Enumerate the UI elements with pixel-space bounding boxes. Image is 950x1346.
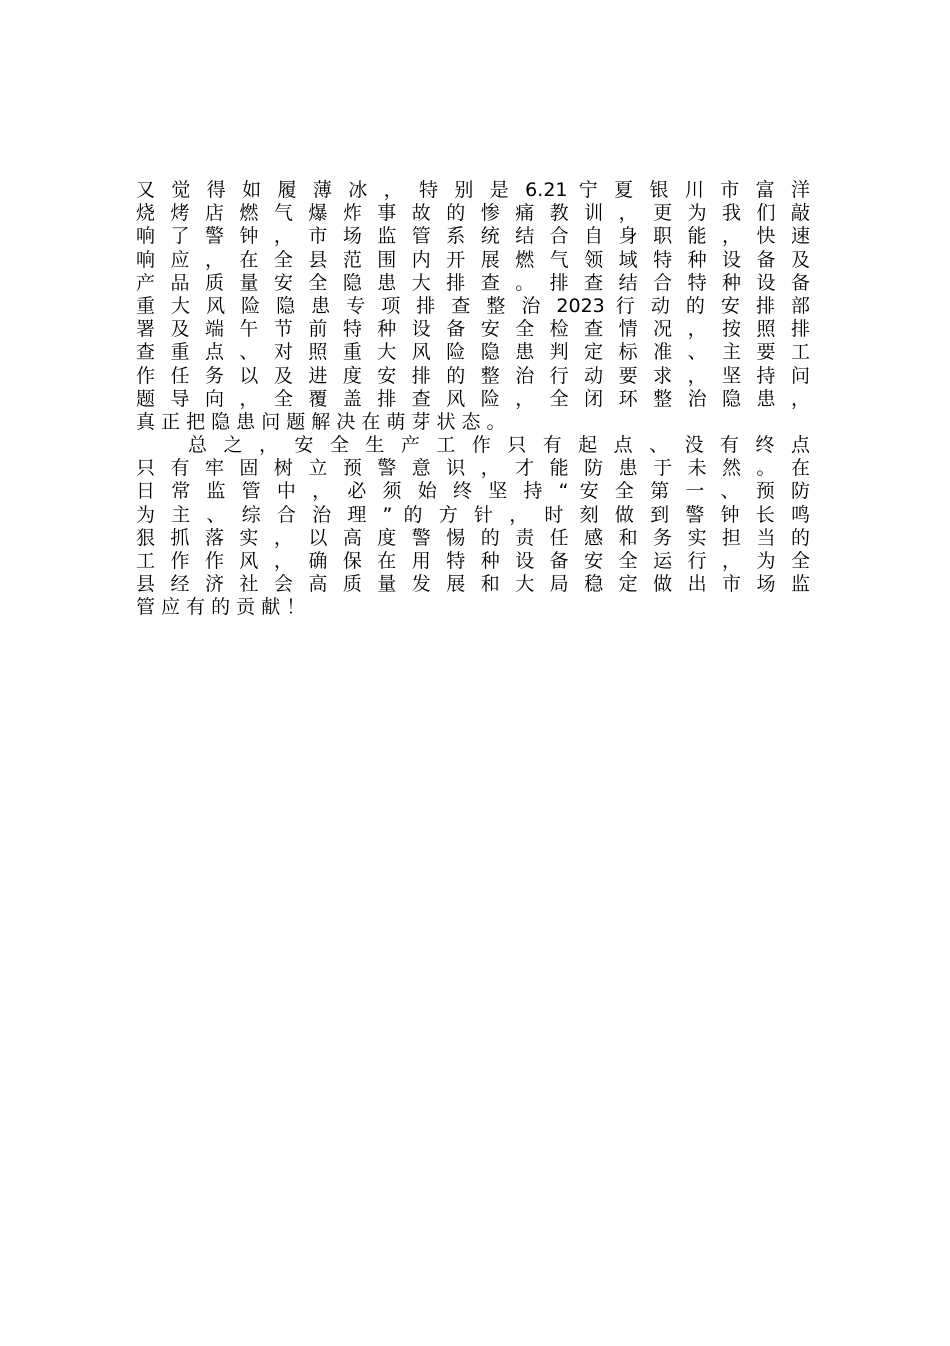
text-line: 作 任 务 以 及 进 度 安 排 的 整 治 行 动 要 求 ， 坚 持 问 — [136, 364, 810, 387]
body-text — [136, 179, 810, 620]
text-line: 狠 抓 落 实 ， 以 高 度 警 惕 的 责 任 感 和 务 实 担 当 的 — [136, 526, 810, 549]
text-line: 查 重 点 、 对 照 重 大 风 险 隐 患 判 定 标 准 、 主 要 工 — [136, 341, 810, 364]
text-line: 总 之 ， 安 全 生 产 工 作 只 有 起 点 、 没 有 终 点 — [188, 434, 810, 457]
text-line: 工 作 作 风 ， 确 保 在 用 特 种 设 备 安 全 运 行 ， 为 全 — [136, 550, 810, 572]
text-line: 重 大 风 险 隐 患 专 项 排 查 整 治 2023 行 动 的 安 排 部 — [136, 294, 810, 317]
text-line: 响 了 警 钟 ， 市 场 监 管 系 统 结 合 自 身 职 能 ， 快 速 — [136, 225, 810, 248]
text-line: 又 觉 得 如 履 薄 冰 ， 特 别 是 6.21 宁 夏 银 川 市 富 洋 — [136, 179, 810, 201]
text-line: 为 主 、 综 合 治 理 ” 的 方 针 ， 时 刻 做 到 警 钟 长 鸣 — [136, 503, 810, 526]
text-line: 响 应 ， 在 全 县 范 围 内 开 展 燃 气 领 域 特 种 设 备 及 — [136, 248, 810, 271]
text-line: 管 应 有 的 贡 献 ！ — [136, 596, 306, 619]
text-line: 烧 烤 店 燃 气 爆 炸 事 故 的 惨 痛 教 训 ， 更 为 我 们 敲 — [136, 202, 810, 225]
text-line: 只 有 牢 固 树 立 预 警 意 识 ， 才 能 防 患 于 未 然 。 在 — [136, 457, 810, 480]
paragraph-1 — [136, 179, 810, 434]
text-line: 署 及 端 午 节 前 特 种 设 备 安 全 检 查 情 况 ， 按 照 排 — [136, 318, 810, 341]
paragraph-2 — [136, 434, 810, 620]
text-line: 日 常 监 管 中 ， 必 须 始 终 坚 持 “ 安 全 第 一 、 预 防 — [136, 480, 810, 503]
text-line: 县 经 济 社 会 高 质 量 发 展 和 大 局 稳 定 做 出 市 场 监 — [136, 573, 810, 596]
text-line: 题 导 向 ， 全 覆 盖 排 查 风 险 ， 全 闭 环 整 治 隐 患 ， — [136, 387, 810, 410]
text-line: 真 正 把 隐 患 问 题 解 决 在 萌 芽 状 态 。 — [136, 410, 506, 433]
text-line: 产 品 质 量 安 全 隐 患 大 排 查 。 排 查 结 合 特 种 设 备 — [136, 271, 810, 294]
